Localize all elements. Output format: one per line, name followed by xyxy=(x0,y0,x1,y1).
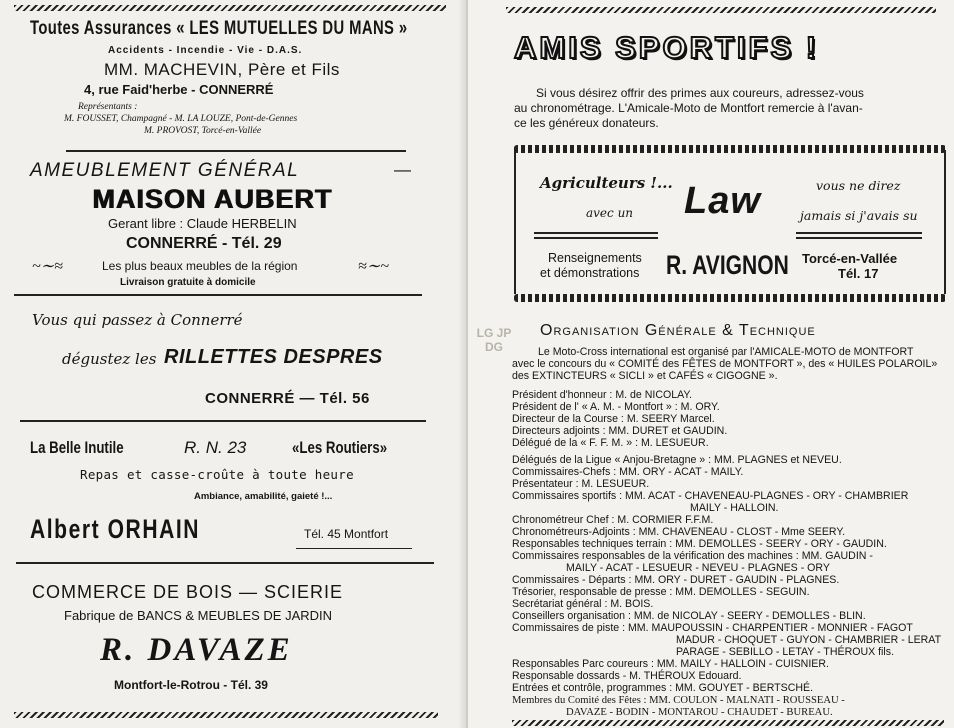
ad1-reps-label: Représentants : xyxy=(78,102,138,112)
bottom-border xyxy=(14,712,438,718)
ad4-meals: Repas et casse-croûte à toute heure xyxy=(80,467,354,482)
official-line: Commissaires responsables de la vérification des machines : MM. GAUDIN - xyxy=(512,550,873,562)
ad5-subtitle: Fabrique de BANCS & MEUBLES DE JARDIN xyxy=(64,608,333,623)
official-line: PARAGE - SEBILLO - LETAY - THÉROUX fils. xyxy=(676,646,895,658)
ad1-reps-line2: M. PROVOST, Torcé-en-Vallée xyxy=(144,126,262,136)
ad2-tagline: Les plus beaux meubles de la région xyxy=(102,259,298,273)
official-line: DAVAZE - BODIN - MONTAROU - CHAUDET - BUREAU. xyxy=(566,707,833,718)
watermark: LG JP DG xyxy=(476,326,512,354)
official-line: Responsable dossards - M. THÉROUX Edouard. xyxy=(512,670,742,682)
official-line: MAILY - HALLOIN. xyxy=(690,502,779,514)
intro-line1: Si vous désirez offrir des primes aux coureurs, adressez-vous xyxy=(536,86,864,100)
law-info2: et démonstrations xyxy=(540,266,640,280)
ad5-name: R. DAVAZE xyxy=(100,632,293,668)
org-title: Organisation Générale & Technique xyxy=(540,322,816,339)
official-line: Commissaires sportifs : MM. ACAT - CHAVENEAU-PLAGNES - ORY - CHAMBRIER xyxy=(512,490,909,502)
ad2-dash: — xyxy=(394,160,411,179)
official-line: Délégués de la Ligue « Anjou-Bretagne » : MM. PLAGNES et NEVEU. xyxy=(512,454,842,466)
ad5-title: COMMERCE DE BOIS — SCIERIE xyxy=(32,582,344,602)
left-page xyxy=(0,0,466,728)
official-line: Chronométreurs-Adjoints : MM. CHAVENEAU - CLOST - Mme SEERY. xyxy=(512,526,846,538)
official-line: MAILY - ACAT - LESUEUR - NEVEU - PLAGNES - ORY xyxy=(566,562,830,574)
official-line: Directeurs adjoints : MM. DURET et GAUDIN. xyxy=(512,425,728,437)
ad3-brand: RILLETTES DESPRES xyxy=(164,346,383,368)
ad5-city: Montfort-le-Rotrou - Tél. 39 xyxy=(114,678,268,692)
law-right1: vous ne direz xyxy=(816,178,901,193)
ad1-owner: MM. MACHEVIN, Père et Fils xyxy=(104,60,340,79)
intro-line3: ce les généreux donateurs. xyxy=(514,116,659,130)
official-line: Entrées et contrôle, programmes : MM. GOUYET - BERTSCHÉ. xyxy=(512,682,814,694)
ad2-manager: Gerant libre : Claude HERBELIN xyxy=(108,216,297,231)
ad4-road: R. N. 23 xyxy=(184,438,247,457)
official-line: Commissaires-Chefs : MM. ORY - ACAT - MAILY. xyxy=(512,466,744,478)
divider xyxy=(20,420,426,422)
ad1-subtitle: Accidents - Incendie - Vie - D.A.S. xyxy=(108,45,303,56)
official-line: Présentateur : M. LESUEUR. xyxy=(512,478,650,490)
dotted-border xyxy=(514,294,946,302)
ad2-city: CONNERRÉ - Tél. 29 xyxy=(126,235,282,252)
official-line: Président d'honneur : M. de NICOLAY. xyxy=(512,389,693,401)
official-line: Secrétariat général : M. BOIS. xyxy=(512,598,654,610)
org-intro-line: des EXTINCTEURS « SICLI » et CAFÉS « CIGOGNE ». xyxy=(512,370,778,382)
official-line: Trésorier, responsable de presse : MM. DEMOLLES - SEGUIN. xyxy=(512,586,810,598)
rule xyxy=(796,237,922,239)
ad4-ambiance: Ambiance, amabilité, gaieté !... xyxy=(194,491,333,502)
official-line: Conseillers organisation : MM. de NICOLAY - SEERY - DEMOLLES - BLIN. xyxy=(512,610,866,622)
law-town: Torcé-en-Vallée xyxy=(802,251,898,266)
official-line: Responsables techniques terrain : MM. DEMOLLES - SEERY - ORY - GAUDIN. xyxy=(512,538,887,550)
org-intro-line: Le Moto-Cross international est organisé par l'AMICALE-MOTO de MONTFORT xyxy=(538,346,914,358)
headline: AMIS SPORTIFS ! xyxy=(514,30,820,65)
law-avec: avec un xyxy=(586,206,634,220)
law-brand: Law xyxy=(684,180,761,222)
official-line: MADUR - CHOQUET - GUYON - CHAMBRIER - LERAT xyxy=(676,634,942,646)
top-border xyxy=(14,5,446,11)
ad2-name: MAISON AUBERT xyxy=(92,184,332,214)
ad2-title: AMEUBLEMENT GÉNÉRAL xyxy=(30,160,300,181)
official-line: Délégué de la « F. F. M. » : M. LESUEUR. xyxy=(512,437,709,449)
ad3-line2a: dégustez les xyxy=(62,350,157,368)
ad4-name: La Belle Inutile xyxy=(30,438,124,457)
law-farmers: Agriculteurs !... xyxy=(540,174,673,192)
law-right2: jamais si j'avais su xyxy=(800,208,918,223)
top-border xyxy=(506,7,936,13)
phone-underline xyxy=(296,548,412,549)
bottom-border xyxy=(512,720,944,726)
law-info1: Renseignements xyxy=(548,251,642,265)
law-phone: Tél. 17 xyxy=(838,266,879,281)
flourish-left-icon: ~∼≈ xyxy=(32,258,63,275)
ad3-line1: Vous qui passez à Connerré xyxy=(32,311,243,329)
org-intro-line: avec le concours du « COMITÉ des FÊTES de MONTFORT », des « HUILES POLAROIL» xyxy=(512,358,938,370)
ad1-title: Toutes Assurances « LES MUTUELLES DU MANS » xyxy=(30,18,408,39)
official-line: Commissaires de piste : MM. MAUPOUSSIN - CHARPENTIER - MONNIER - FAGOT xyxy=(512,622,913,634)
rule xyxy=(534,232,658,234)
official-line: Président de l' « A. M. - Montfort » : M. ORY. xyxy=(512,401,720,413)
flourish-right-icon: ≈∼~ xyxy=(358,258,389,275)
ad4-phone: Tél. 45 Montfort xyxy=(304,527,389,541)
law-dealer: R. AVIGNON xyxy=(666,250,789,280)
rule xyxy=(534,237,658,239)
ad4-owner: Albert ORHAIN xyxy=(30,514,201,544)
official-line: Membres du Comité des Fêtes : MM. COULON - MALNATI - ROUSSEAU - xyxy=(512,695,845,706)
ad3-city: CONNERRÉ — Tél. 56 xyxy=(205,390,370,407)
divider xyxy=(66,150,406,152)
official-line: Commissaires - Départs : MM. ORY - DURET - GAUDIN - PLAGNES. xyxy=(512,574,840,586)
ad1-address: 4, rue Faid'herbe - CONNERRÉ xyxy=(84,82,274,97)
ad1-reps-line1: M. FOUSSET, Champagné - M. LA LOUZE, Pont-de-Gennes xyxy=(64,114,298,124)
official-line: Chronométreur Chef : M. CORMIER F.F.M. xyxy=(512,514,714,526)
ad4-routiers: «Les Routiers» xyxy=(292,438,388,457)
divider xyxy=(14,294,422,296)
official-line: Responsables Parc coureurs : MM. MAILY - HALLOIN - CUISNIER. xyxy=(512,658,829,670)
rule xyxy=(796,232,922,234)
intro-line2: au chronométrage. L'Amicale-Moto de Montfort remercie à l'avan- xyxy=(514,101,863,115)
divider xyxy=(16,562,434,564)
official-line: Directeur de la Course : M. SEERY Marcel. xyxy=(512,413,715,425)
ad2-delivery: Livraison gratuite à domicile xyxy=(120,277,256,288)
